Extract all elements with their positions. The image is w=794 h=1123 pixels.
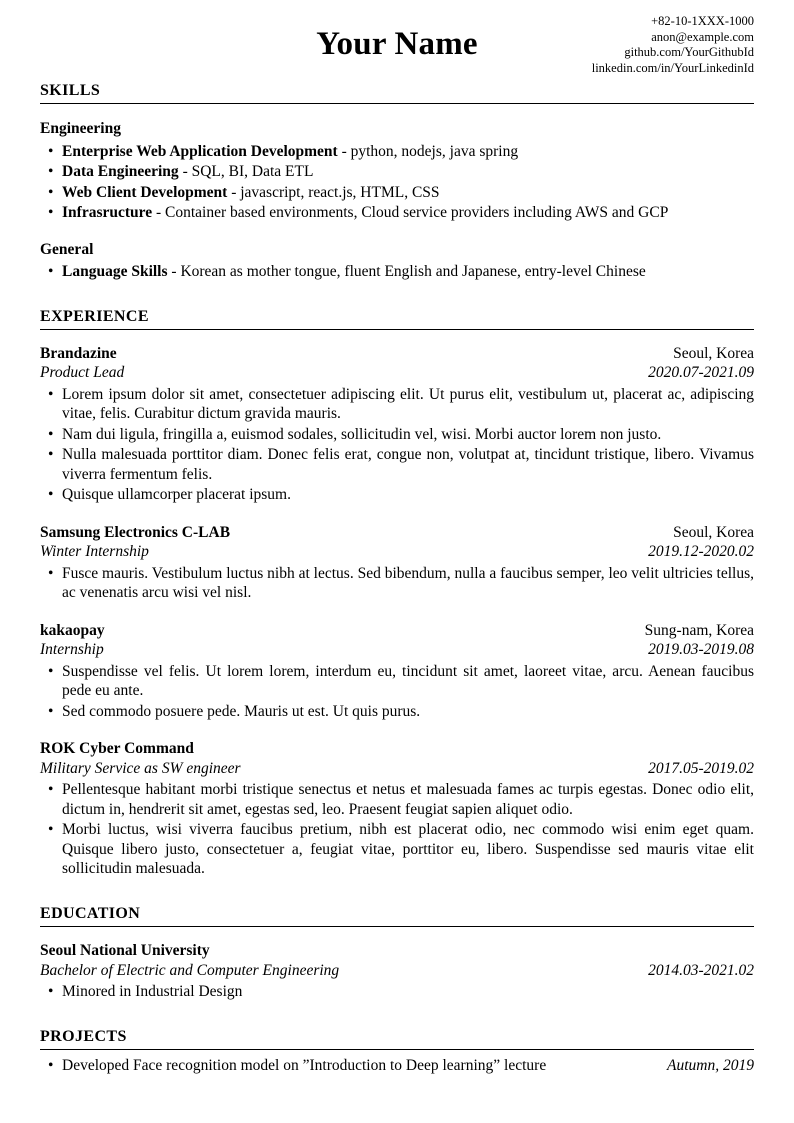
skill-term: Enterprise Web Application Development <box>62 142 338 160</box>
bullet-item: • Fusce mauris. Vestibulum luctus nibh at lectus. Sed bibendum, nulla a faucibus semper, leo velit ultricies tellus, ac venenatis arcu wisi vel nisl. <box>40 564 754 603</box>
skill-item <box>40 142 754 162</box>
entry-role-row <box>40 363 754 383</box>
bullet-item: • Sed commodo posuere pede. Mauris ut est. Ut quis purus. <box>40 702 754 722</box>
projects-heading: PROJECTS <box>40 1028 754 1050</box>
education-heading: EDUCATION <box>40 905 754 927</box>
company-name: ROK Cyber Command <box>40 740 194 758</box>
contact-github: github.com/YourGithubId <box>624 45 754 59</box>
role-dates: 2017.05-2019.02 <box>648 759 754 777</box>
bullet-item: • Quisque ullamcorper placerat ipsum. <box>40 485 754 505</box>
entry-role-row <box>40 542 754 562</box>
experience-entry-brandazine <box>40 344 754 505</box>
skill-list-general <box>40 262 754 282</box>
section-experience <box>40 308 754 879</box>
role-title: Military Service as SW engineer <box>40 759 241 777</box>
role-title: Winter Internship <box>40 543 149 561</box>
school-name: Seoul National University <box>40 941 210 959</box>
entry-role-row <box>40 759 754 779</box>
bullet-list <box>40 982 754 1002</box>
company-location: Sung-nam, Korea <box>644 621 754 639</box>
company-name: Samsung Electronics C-LAB <box>40 523 231 541</box>
company-location: Seoul, Korea <box>673 523 754 541</box>
contact-linkedin: linkedin.com/in/YourLinkedinId <box>591 60 754 75</box>
role-title: Internship <box>40 641 104 659</box>
entry-role-row <box>40 640 754 660</box>
entry-header-row <box>40 739 754 759</box>
name-title: Your Name <box>316 26 478 62</box>
bullet-item: • Suspendisse vel felis. Ut lorem lorem, interdum eu, tincidunt sit amet, laoreet vitae, arcu. Aenean faucibus pede eu ante. <box>40 662 754 701</box>
company-name: Brandazine <box>40 344 117 362</box>
entry-header-row <box>40 344 754 364</box>
project-list <box>40 1056 754 1076</box>
contact-email: anon@example.com <box>651 29 754 44</box>
role-title: Product Lead <box>40 364 125 382</box>
skill-term: Web Client Development <box>62 183 228 201</box>
skill-desc: - Korean as mother tongue, fluent English and Japanese, entry-level Chinese <box>167 263 646 281</box>
bullet-list <box>40 385 754 505</box>
bullet-list <box>40 662 754 722</box>
skill-term: Infrasructure <box>62 204 153 222</box>
section-skills <box>40 82 754 282</box>
skill-term: Data Engineering <box>62 163 179 181</box>
bullet-item: • Minored in Industrial Design <box>40 982 754 1002</box>
role-dates: 2020.07-2021.09 <box>648 364 754 382</box>
bullet-item: • Pellentesque habitant morbi tristique senectus et netus et malesuada fames ac turpis egestas. Donec odio elit, dictum in, hendrerit sit amet, egestas sed, leo. Praesent feugiat sapien aliquet odio. <box>40 780 754 819</box>
skill-group-general: General <box>40 240 94 258</box>
contact-info <box>592 14 754 76</box>
contact-phone: +82-10-1XXX-1000 <box>651 14 754 28</box>
education-body <box>40 927 754 1002</box>
entry-header-row <box>40 941 754 961</box>
entry-header-row <box>40 523 754 543</box>
experience-entry-kakaopay <box>40 621 754 722</box>
skill-desc: - python, nodejs, java spring <box>337 142 519 160</box>
bullet-list <box>40 780 754 879</box>
degree-title: Bachelor of Electric and Computer Engineering <box>40 961 340 979</box>
entry-role-row <box>40 961 754 981</box>
experience-entry-samsung <box>40 523 754 603</box>
experience-heading: EXPERIENCE <box>40 308 754 330</box>
section-projects <box>40 1028 754 1076</box>
skill-item <box>40 203 754 223</box>
bullet-list <box>40 564 754 603</box>
skills-heading: SKILLS <box>40 82 754 104</box>
skill-item <box>40 162 754 182</box>
bullet-item: • Morbi luctus, wisi viverra faucibus pretium, nibh est placerat odio, nec commodo wisi enim eget quam. Quisque libero justo, consectetuer a, feugiat vitae, porttitor eu, libero. Suspendisse sed mauris vitae elit sollicitudin malesuada. <box>40 820 754 879</box>
skill-item <box>40 183 754 203</box>
skill-group-engineering: Engineering <box>40 120 121 137</box>
role-dates: 2019.03-2019.08 <box>648 641 754 659</box>
projects-body <box>40 1050 754 1076</box>
skill-desc: - Container based environments, Cloud service providers including AWS and GCP <box>152 204 669 222</box>
bullet-item: • Nulla malesuada porttitor diam. Donec felis erat, congue non, volutpat at, tincidunt tristique, libero. Vivamus viverra fermentum felis. <box>40 445 754 484</box>
company-name: kakaopay <box>40 621 105 639</box>
experience-body <box>40 330 754 879</box>
resume-header <box>40 12 754 82</box>
bullet-item: • Nam dui ligula, fringilla a, euismod sodales, sollicitudin vel, wisi. Morbi auctor lorem non justo. <box>40 425 754 445</box>
experience-entry-rok-cyber-command <box>40 739 754 879</box>
skill-term: Language Skills <box>62 263 168 281</box>
project-item <box>40 1056 754 1076</box>
project-text: • Developed Face recognition model on ”Introduction to Deep learning” lecture <box>62 1056 547 1074</box>
skill-desc: - javascript, react.js, HTML, CSS <box>227 183 440 201</box>
company-location: Seoul, Korea <box>673 344 754 362</box>
skill-item <box>40 262 754 282</box>
bullet-item: • Lorem ipsum dolor sit amet, consectetuer adipiscing elit. Ut purus elit, vestibulum ut, placerat ac, adipiscing vitae, felis. Curabitur dictum gravida mauris. <box>40 385 754 424</box>
project-date: Autumn, 2019 <box>667 1056 754 1074</box>
skill-list-engineering <box>40 142 754 223</box>
degree-dates: 2014.03-2021.02 <box>648 961 754 979</box>
section-education <box>40 905 754 1002</box>
skills-body <box>40 104 754 282</box>
entry-header-row <box>40 621 754 641</box>
role-dates: 2019.12-2020.02 <box>648 543 754 561</box>
skill-desc: - SQL, BI, Data ETL <box>178 163 314 181</box>
education-entry-snu <box>40 941 754 1002</box>
